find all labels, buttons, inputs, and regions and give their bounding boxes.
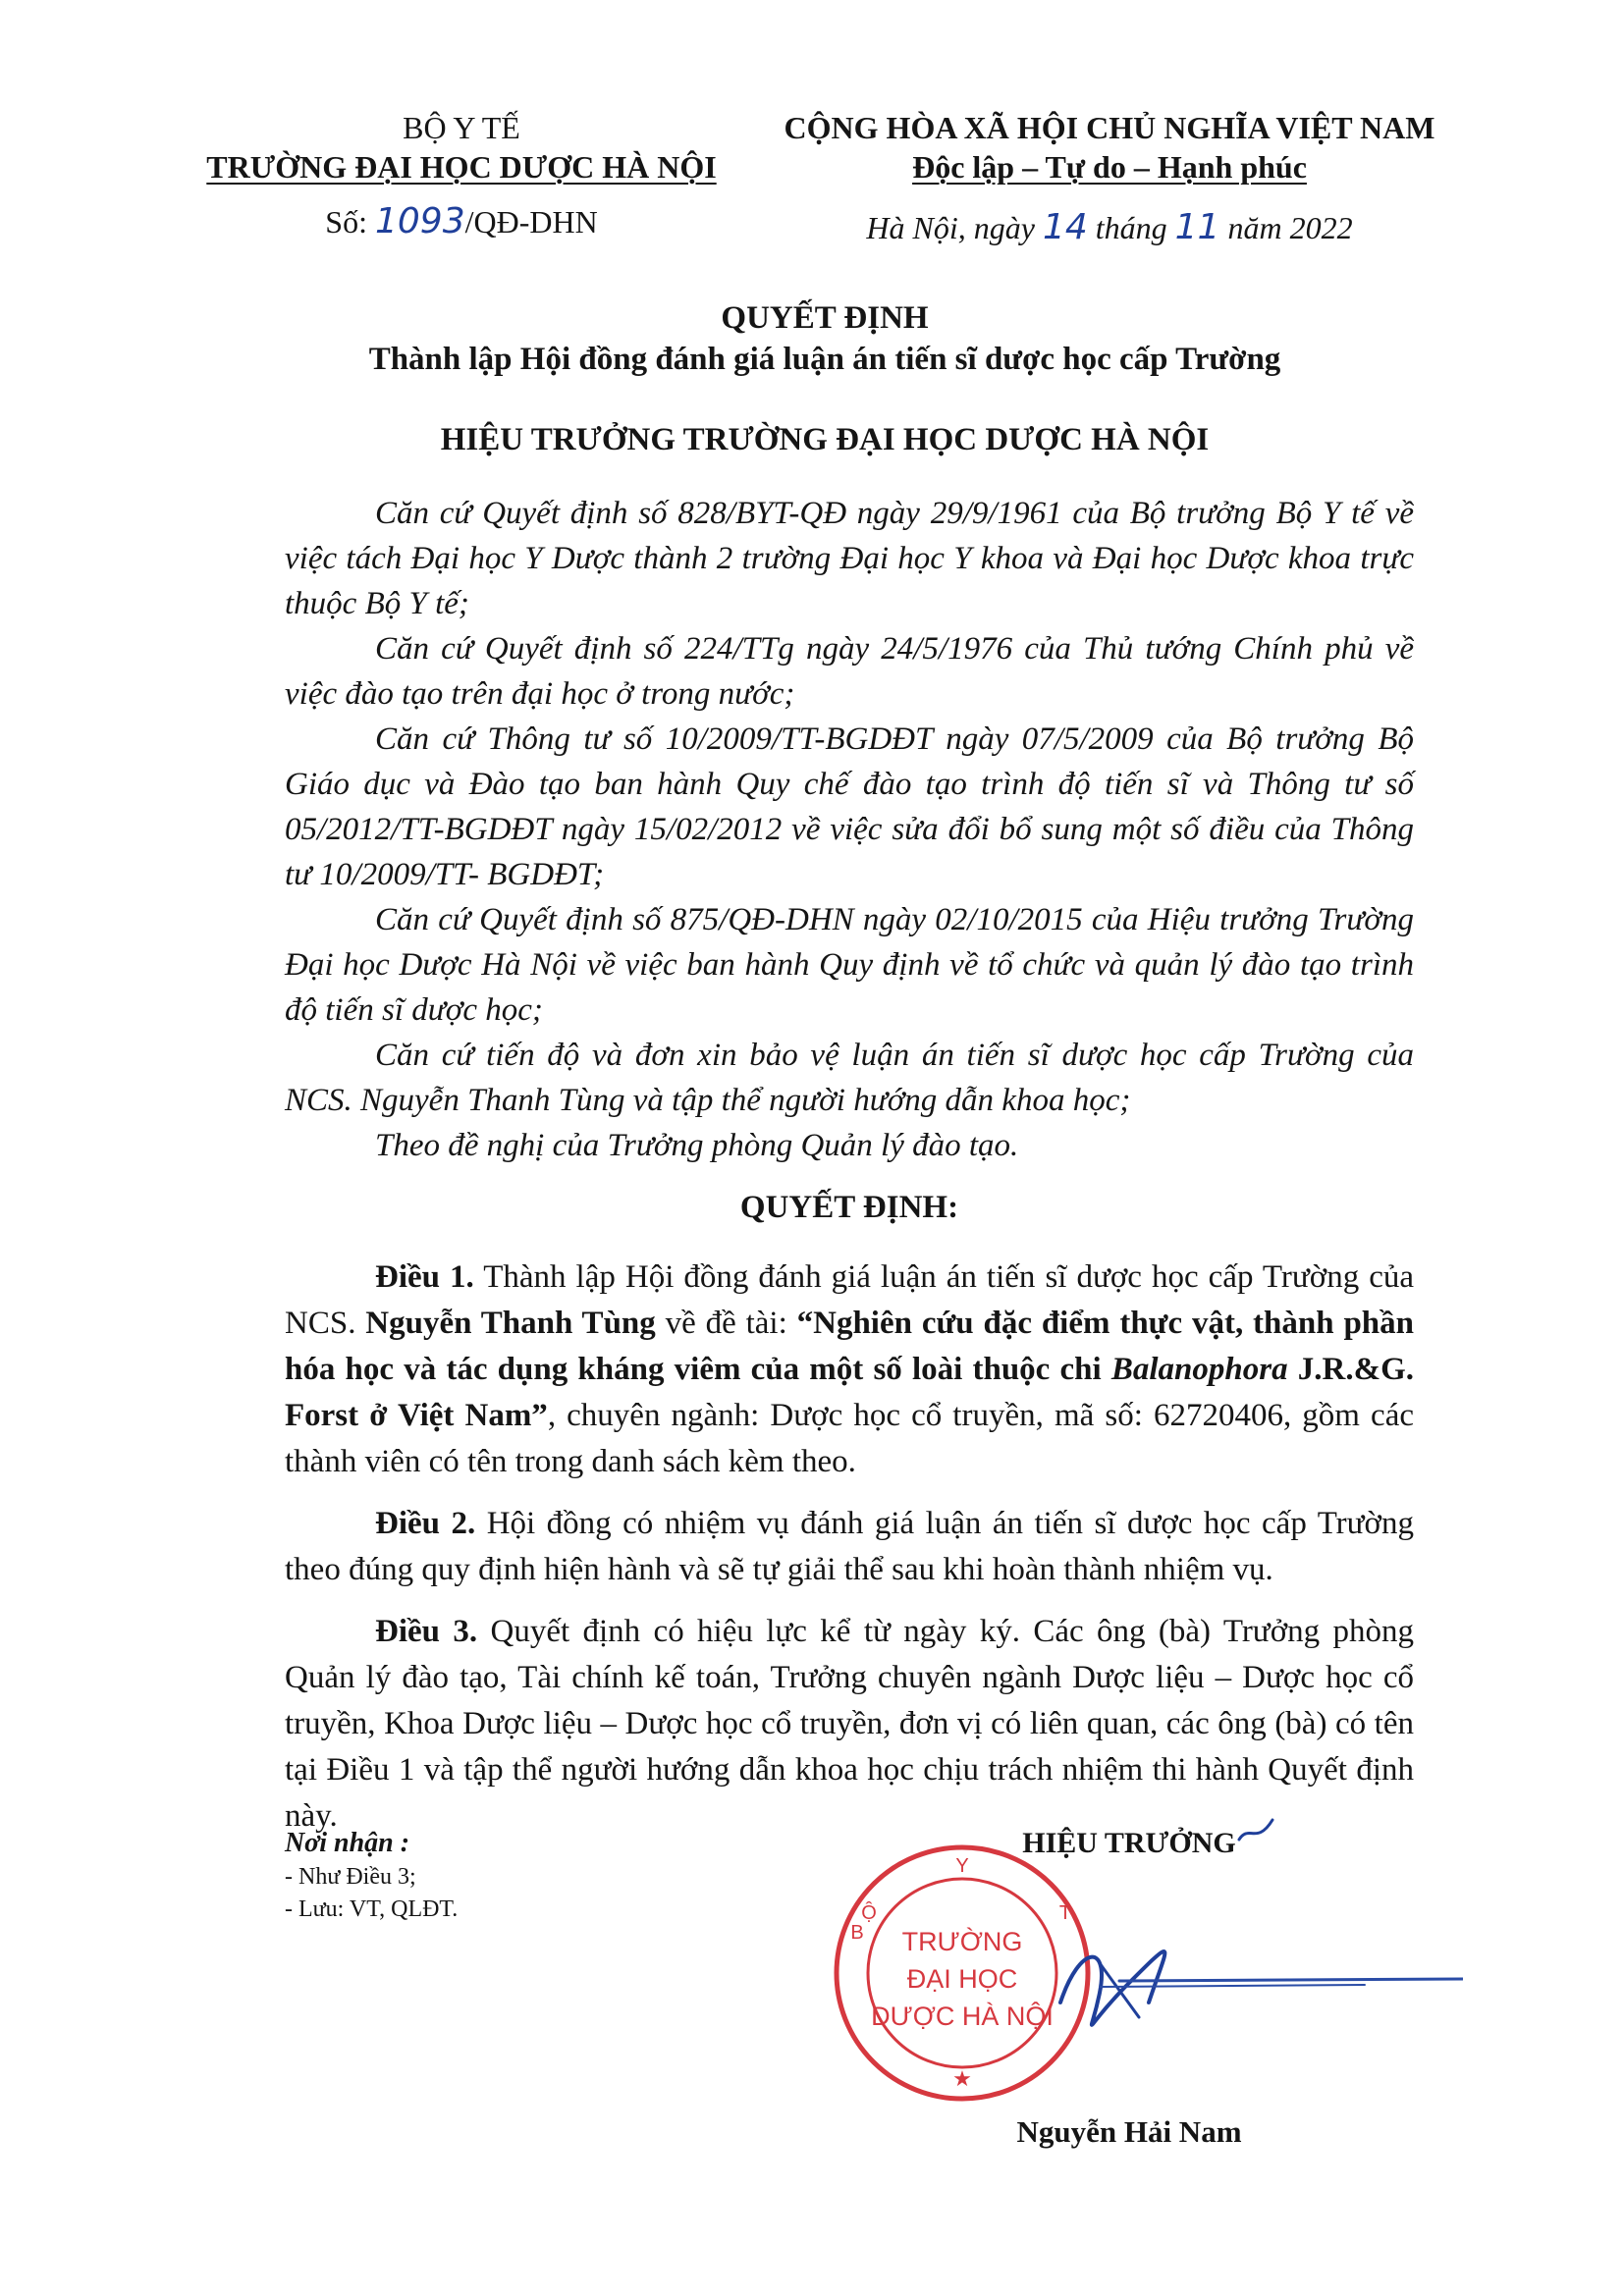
article-3-label: Điều 3.: [375, 1614, 478, 1649]
seal-line-1: TRƯỜNG: [901, 1927, 1023, 1956]
seal-ring-right: T: [1058, 1902, 1072, 1924]
article-1: Điều 1. Thành lập Hội đồng đánh giá luận án tiến sĩ dược học cấp Trường của NCS. Nguyễn Thanh Tùng về đề tài: “Nghiên cứu đặc điểm thực vật, thành phần hóa học và tác dụng kháng viêm của một số loài thuộc chi Balanophora J.R.&G. Forst ở Việt Nam”, chuyên ngành: Dược học cổ truyền, mã số: 62720406, gồm các thành viên có tên trong danh sách kèm theo.: [285, 1259, 1415, 1479]
recipient-item: - Như Điều 3;: [285, 1864, 416, 1890]
legal-bases: [285, 491, 1414, 1168]
place-date: Hà Nội, ngày 14 tháng 11 năm 2022: [866, 207, 1353, 247]
article-1-label: Điều 1.: [375, 1259, 474, 1295]
basis-5: Căn cứ tiến độ và đơn xin bảo vệ luận án tiến sĩ dược học cấp Trường của NCS. Nguyễn Thanh Tùng và tập thể người hướng dẫn khoa học;: [285, 1038, 1414, 1118]
article-3: Điều 3. Quyết định có hiệu lực kể từ ngày ký. Các ông (bà) Trưởng phòng Quản lý đào tạo, Tài chính kế toán, Trưởng chuyên ngành Dược liệu – Dược học cổ truyền, Khoa Dược liệu – Dược học cổ truyền, đơn vị có liên quan, các ông (bà) có tên tại Điều 1 và tập thể người hướng dẫn khoa học chịu trách nhiệm thi hành Quyết định này.: [285, 1614, 1415, 1834]
decision-number: Số: 1093/QĐ-DHN: [325, 201, 598, 241]
nation-name: CỘNG HÒA XÃ HỘI CHỦ NGHĨA VIỆT NAM: [784, 110, 1435, 145]
signature-stroke: [1041, 1924, 1463, 2042]
seal-line-3: DƯỢC HÀ NỘI: [871, 2002, 1054, 2031]
handwritten-day: 14: [1042, 207, 1088, 247]
handwritten-number: 1093: [374, 201, 465, 241]
basis-4: Căn cứ Quyết định số 875/QĐ-DHN ngày 02/10/2015 của Hiệu trưởng Trường Đại học Dược Hà Nội về việc ban hành Quy định về tổ chức và quản lý đào tạo trình độ tiến sĩ dược học;: [285, 902, 1414, 1028]
article-2: Điều 2. Hội đồng có nhiệm vụ đánh giá luận án tiến sĩ dược học cấp Trường theo đúng quy định hiện hành và sẽ tự giải thể sau khi hoàn thành nhiệm vụ.: [285, 1506, 1415, 1587]
seal-ring-top: Y: [955, 1855, 969, 1877]
seal-star-icon: ★: [952, 2067, 972, 2092]
basis-2: Căn cứ Quyết định số 224/TTg ngày 24/5/1976 của Thủ tướng Chính phủ về việc đào tạo trên đại học ở trong nước;: [285, 631, 1414, 712]
signature-flourish-icon: [1237, 1816, 1276, 1845]
school-name: TRƯỜNG ĐẠI HỌC DƯỢC HÀ NỘI: [206, 149, 717, 185]
basis-3: Căn cứ Thông tư số 10/2009/TT-BGDĐT ngày 07/5/2009 của Bộ trưởng Bộ Giáo dục và Đào tạo ban hành Quy chế đào tạo trình độ tiến sĩ và Thông tư số 05/2012/TT-BGDĐT ngày 15/02/2012 về việc sửa đổi bổ sung một số điều của Thông tư 10/2009/TT- BGDĐT;: [285, 721, 1414, 892]
recipients: [285, 1826, 776, 1926]
decision-heading: QUYẾT ĐỊNH:: [739, 1190, 959, 1225]
seal-line-2: ĐẠI HỌC: [906, 1964, 1018, 1994]
basis-1: Căn cứ Quyết định số 828/BYT-QĐ ngày 29/9/1961 của Bộ trưởng Bộ Y tế về việc tách Đại học Y Dược thành 2 trường Đại học Y khoa và Đại học Dược khoa trực thuộc Bộ Y tế;: [285, 496, 1414, 621]
articles: [285, 1255, 1414, 1840]
document-title: QUYẾT ĐỊNH: [721, 300, 929, 336]
document-subtitle: Thành lập Hội đồng đánh giá luận án tiến sĩ dược học cấp Trường: [368, 342, 1281, 377]
header-left: [187, 108, 736, 241]
recipients-heading: Nơi nhận :: [285, 1828, 410, 1858]
basis-6: Theo đề nghị của Trưởng phòng Quản lý đào tạo.: [375, 1128, 1019, 1163]
seal-ring-left-2: Ộ: [861, 1902, 877, 1924]
header-right: [766, 108, 1453, 247]
thesis-topic: “Nghiên cứu đặc điểm thực vật, thành phần hóa học và tác dụng kháng viêm của một số loài thuộc chi Balanophora J.R.&G. Forst ở Việt Nam”: [285, 1306, 1415, 1433]
handwritten-signature: [1041, 1924, 1463, 2042]
recipient-item: - Lưu: VT, QLĐT.: [285, 1896, 459, 1922]
article-2-label: Điều 2.: [375, 1506, 476, 1541]
signature-title: HIỆU TRƯỞNG: [1022, 1827, 1236, 1859]
ministry-name: BỘ Y TẾ: [403, 110, 520, 145]
candidate-name: Nguyễn Thanh Tùng: [365, 1306, 656, 1341]
signer-name: Nguyễn Hải Nam: [1016, 2114, 1242, 2149]
handwritten-month: 11: [1174, 207, 1220, 247]
seal-ring-left: B: [850, 1922, 864, 1944]
issuing-authority: HIỆU TRƯỞNG TRƯỜNG ĐẠI HỌC DƯỢC HÀ NỘI: [440, 422, 1210, 457]
motto: Độc lập – Tự do – Hạnh phúc: [912, 149, 1307, 185]
